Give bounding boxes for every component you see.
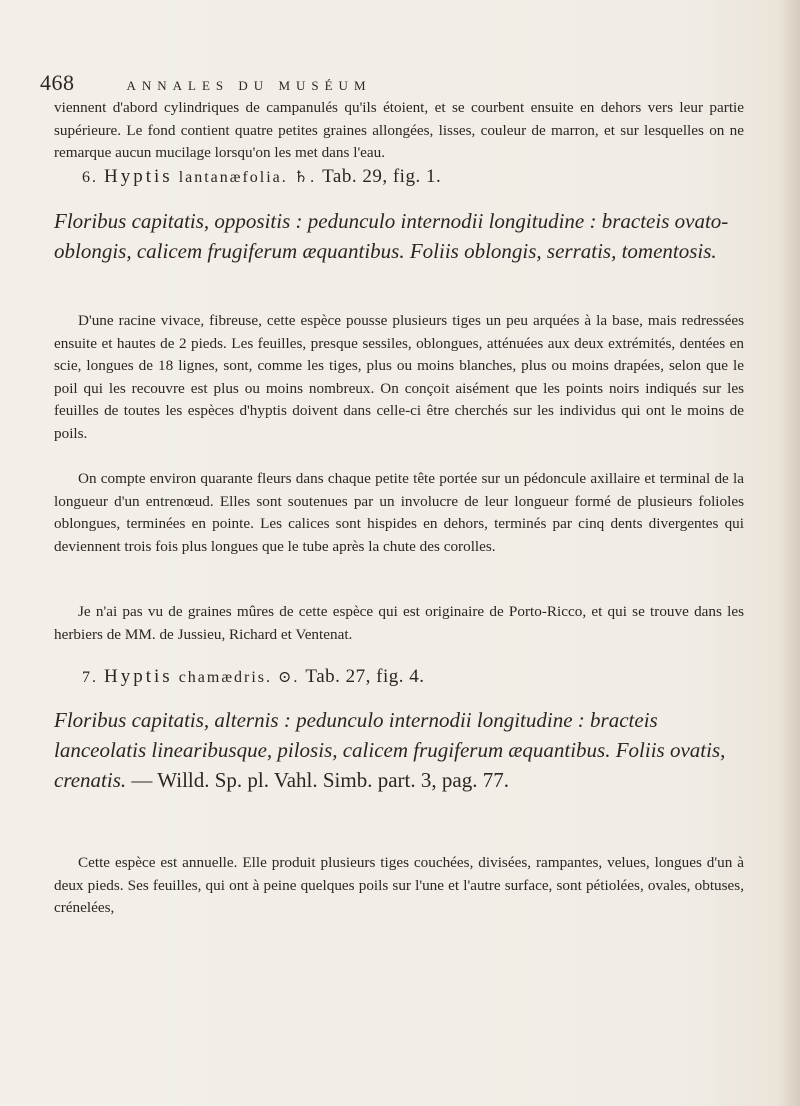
species-6-tab: Tab. 29, fig. 1. [322,166,442,187]
species-6-symbol: ♄. [293,169,317,186]
species-6-diagnosis: Floribus capitatis, oppositis : pedunculo internodii longitudine : bracteis ovato-oblongis, calicem frugiferum æquantibus. Foliis oblongis, serratis, tomentosis. [54,209,729,263]
species-7-diagnosis-italic: Floribus capitatis, alternis : pedunculo internodii longitudine : bracteis lanceolatis linearibusque, pilosis, calicem frugiferum æquantibus. Foliis ovatis, crenatis. [54,708,726,792]
intro-paragraph: viennent d'abord cylindriques de campanulés qu'ils étoient, et se courbent ensuite en dehors vers leur partie supérieure. Le fond contient quatre petites graines allongées, lisses, couleur de marron, et sur lesquelles on ne remarque aucun mucilage lorsqu'on les met dans l'eau. [54,99,744,161]
species-7-epithet: chamædris. [178,669,273,686]
species-7-tab: Tab. 27, fig. 4. [305,666,425,687]
species-7-paragraph: Cette espèce est annuelle. Elle produit plusieurs tiges couchées, divisées, rampantes, velues, longues d'un à deux pieds. Ses feuilles, qui ont à peine quelques poils sur l'une et l'autre surface, sont pétiolées, ovales, obtuses, crénelées, [54,854,744,916]
species-6-heading [82,166,441,188]
page-header [40,70,740,96]
page-number: 468 [40,70,75,95]
species-6-epithet: lantanæfolia. [178,169,288,186]
species-6-paragraph-3: Je n'ai pas vu de graines mûres de cette espèce qui est originaire de Porto-Ricco, et qui se trouve dans les herbiers de MM. de Jussieu, Richard et Ventenat. [54,603,744,643]
page-edge-shadow [778,0,800,1106]
running-head: ANNALES DU MUSÉUM [126,78,372,93]
species-6-number: 6. [82,169,98,186]
species-6-paragraph-1: D'une racine vivace, fibreuse, cette espèce pousse plusieurs tiges un peu arquées à la base, mais redressées ensuite et hautes de 2 pieds. Les feuilles, presque sessiles, oblongues, atténuées aux deux extrémités, dentées en scie, longues de 18 lignes, sont, comme les tiges, plus ou moins blanches, plus ou moins drapées, selon que le poil qui les recouvre est plus ou moins nombreux. On conçoit aisément que les points noirs indiqués sur les feuilles de toutes les espèces d'hyptis doivent dans celle-ci être cherchés sur les individus qui ont le moins de poils. [54,312,744,442]
species-6-paragraph-2: On compte environ quarante fleurs dans chaque petite tête portée sur un pédoncule axillaire et terminal de la longueur d'un entrenœud. Elles sont soutenues par un involucre de leur longueur formé de plusieurs folioles oblongues, terminées en pointe. Les calices sont hispides en dehors, terminés par cinq dents divergentes qui deviennent trois fois plus longues que le tube après la chute des corolles. [54,470,744,555]
species-7-symbol: ⊙. [278,669,300,686]
species-7-diagnosis-reference: — Willd. Sp. pl. Vahl. Simb. part. 3, pag. 77. [131,768,509,792]
species-7-genus: Hyptis [104,666,173,687]
species-7-heading [82,666,425,688]
species-7-diagnosis [54,705,744,795]
species-6-genus: Hyptis [104,166,173,187]
species-7-number: 7. [82,669,98,686]
